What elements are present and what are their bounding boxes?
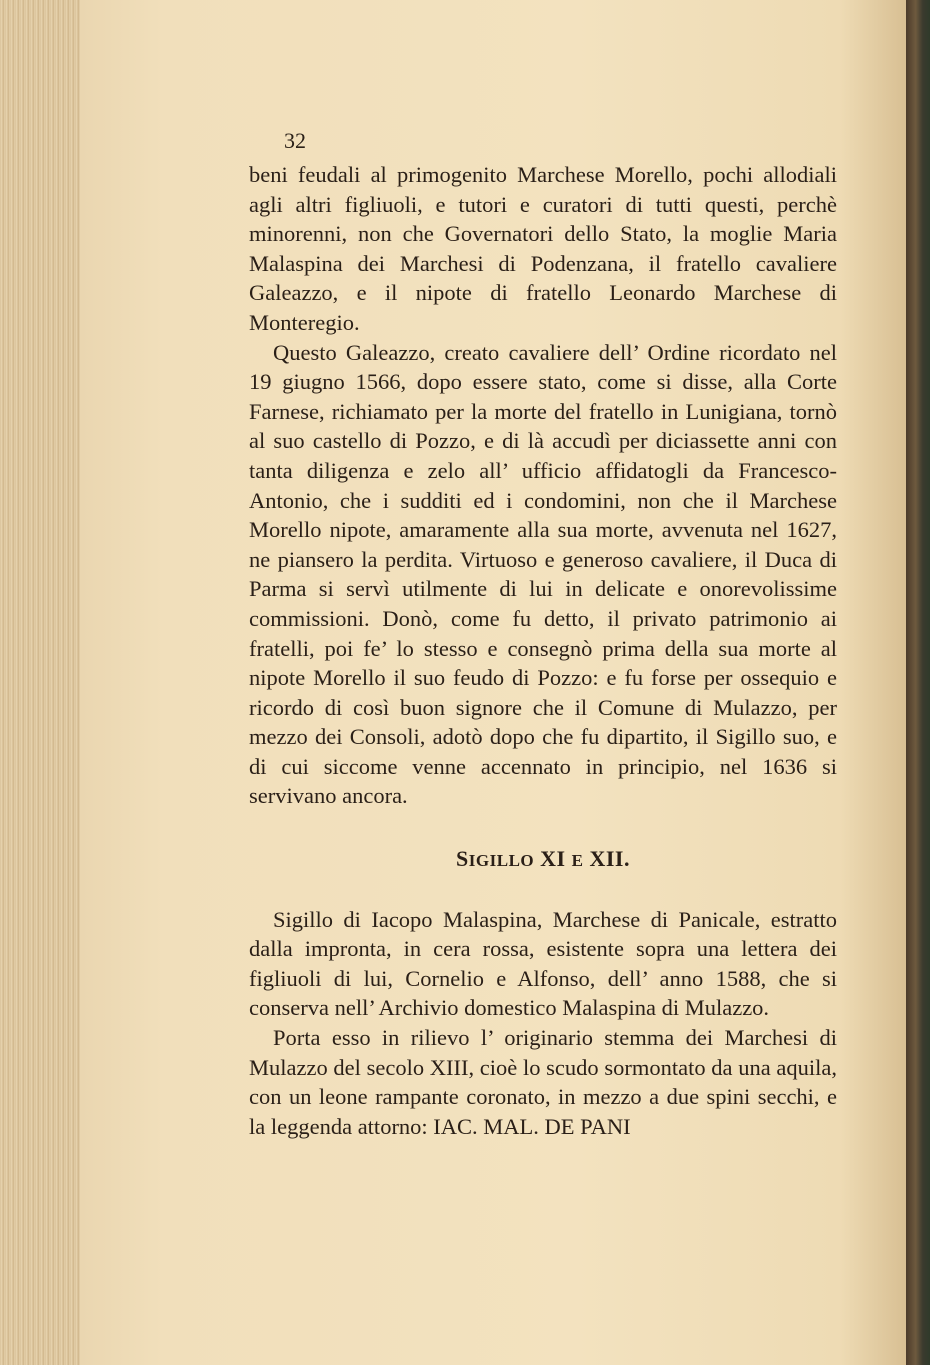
page-stack-edge: [0, 0, 82, 1365]
heading-initial: S: [456, 846, 469, 872]
paragraph-sigillo: Sigillo di Iacopo Malaspina, Marchese di Panicale, estratto dalla impronta, in cera rossa, esistente sopra una lettera dei figliuoli di lui, Cornelio e Alfonso, dell’ anno 1588, che si conserva nell’ Archivio domestico Malaspina di Mulazzo.: [249, 906, 837, 1021]
paragraph-continued: beni feudali al primogenito Marchese Morello, pochi allodiali agli altri figliuoli, e tutori e curatori di tutti questi, perchè minorenni, non che Governatori dello Stato, la moglie Maria Malaspina dei Marchesi di Podenzana, il fratello cavaliere Galeazzo, e il nipote di fratello Leonardo Marchese di Monteregio.: [249, 162, 837, 335]
heading-numeral-1: XI: [540, 846, 566, 872]
page-number: 32: [284, 128, 306, 153]
book-binding: [906, 0, 930, 1365]
section-heading: [249, 811, 837, 905]
heading-numeral-2: XII.: [589, 846, 630, 872]
heading-word-rest: IGILLO: [468, 851, 535, 871]
page-text-block: [249, 160, 837, 1141]
paragraph-stemma: Porta esso in rilievo l’ originario stemma dei Marchesi di Mulazzo del secolo XIII, cioè lo scudo sormontato da una aquila, con un leone rampante coronato, in mezzo a due spini secchi, e la leggenda attorno: IAC. MAL. DE PANI: [249, 1025, 837, 1139]
heading-conjunction: E: [571, 851, 584, 871]
paragraph-galeazzo: Questo Galeazzo, creato cavaliere dell’ Ordine ricordato nel 19 giugno 1566, dopo essere stato, come si disse, alla Corte Farnese, richiamato per la morte del fratello in Lunigiana, tornò al suo castello di Pozzo, e di là accudì per diciassette anni con tanta diligenza e zelo all’ ufficio affidatogli da Francesco-Antonio, che i sudditi ed i condomini, non che il Marchese Morello nipote, amaramente alla sua morte, avvenuta nel 1627, ne piansero la perdita. Virtuoso e generoso cavaliere, il Duca di Parma si servì utilmente di lui in delicate e onorevolissime commissioni. Donò, come fu detto, il privato patrimonio ai fratelli, poi fe’ lo stesso e consegnò prima della sua morte al nipote Morello il suo feudo di Pozzo: e fu forse per ossequio e ricordo di così buon signore che il Comune di Mulazzo, per mezzo dei Consoli, adotò dopo che fu dipartito, il Sigillo suo, e di cui siccome venne accennato in principio, nel 1636 si servivano ancora.: [249, 339, 837, 809]
